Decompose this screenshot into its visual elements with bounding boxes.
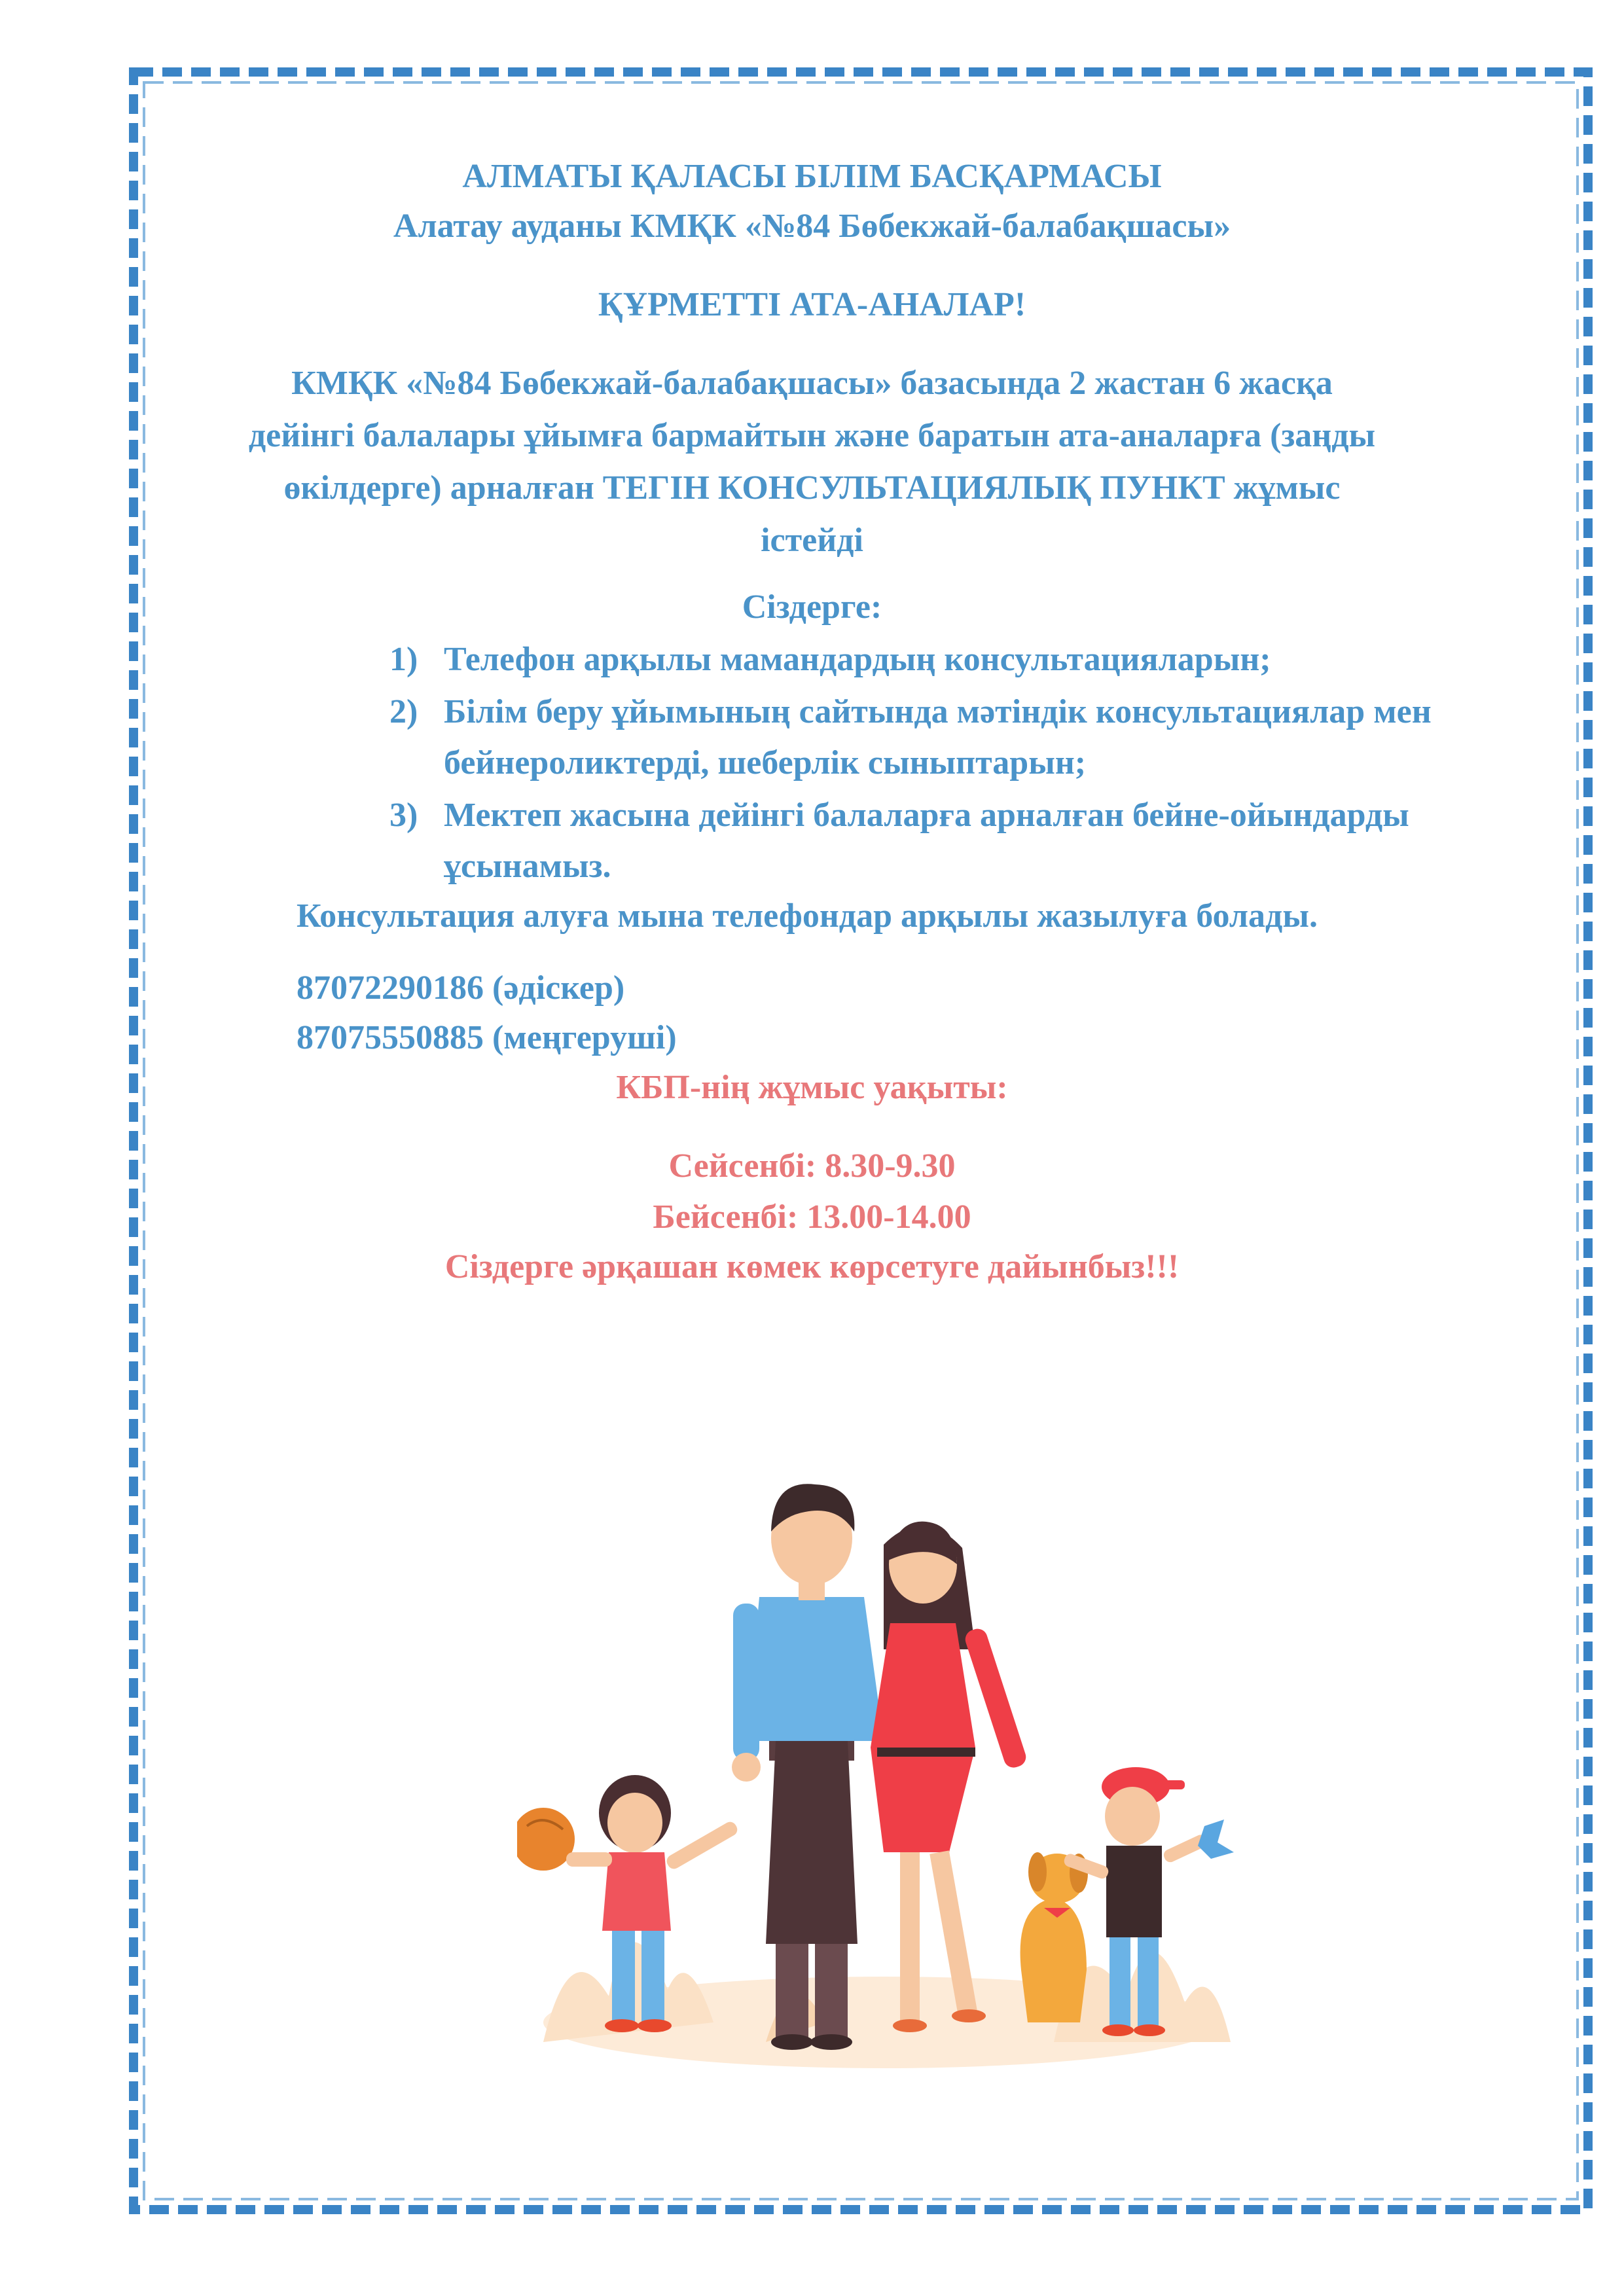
family-illustration xyxy=(517,1433,1244,2081)
hours-title: КБП-нің жұмыс уақыты: xyxy=(616,1069,1008,1106)
offer-item: Телефон арқылы мамандардың консультацияларын; xyxy=(444,641,1271,678)
org-subtitle: Алатау ауданы КМҚК «№84 Бөбекжай-балабақшасы» xyxy=(393,207,1231,245)
phone-methodist: 87072290186 (әдіскер) xyxy=(297,969,625,1007)
father-figure xyxy=(732,1484,884,2050)
offer-item: Білім беру ұйымының сайтында мәтіндік консультациялар мен xyxy=(444,693,1432,730)
hours-tuesday: Сейсенбі: 8.30-9.30 xyxy=(668,1147,956,1185)
org-title: АЛМАТЫ ҚАЛАСЫ БІЛІМ БАСҚАРМАСЫ xyxy=(462,158,1162,195)
offer-item-continued: ұсынамыз. xyxy=(444,848,611,885)
offer-title: Сіздерге: xyxy=(742,588,882,626)
greeting-heading: ҚҰРМЕТТІ АТА-АНАЛАР! xyxy=(598,286,1026,323)
mother-figure xyxy=(871,1522,1028,2032)
phone-manager: 87075550885 (меңгеруші) xyxy=(297,1019,677,1056)
offer-item-continued: бейнероликтерді, шеберлік сыныптарын; xyxy=(444,744,1087,781)
intro-line-2: дейінгі балалары ұйымға бармайтын және баратын ата-аналарға (заңды xyxy=(248,417,1376,454)
offer-number: 2) xyxy=(389,693,418,730)
intro-line-1: КМҚК «№84 Бөбекжай-балабақшасы» базасында 2 жастан 6 жасқа xyxy=(291,365,1333,402)
signup-text: Консультация алуға мына телефондар арқылы жазылуға болады. xyxy=(297,897,1318,935)
offer-number: 3) xyxy=(389,797,418,834)
intro-line-3: өкілдерге) арналған ТЕГІН КОНСУЛЬТАЦИЯЛЫҚ ПУНКТ жұмыс xyxy=(283,469,1341,507)
offer-number: 1) xyxy=(389,641,418,678)
offer-item: Мектеп жасына дейінгі балаларға арналған бейне-ойындарды xyxy=(444,797,1409,834)
dog-figure xyxy=(1020,1852,1088,2022)
closing-message: Сіздерге әрқашан көмек көрсетуге дайынбыз!!! xyxy=(444,1248,1180,1285)
hours-thursday: Бейсенбі: 13.00-14.00 xyxy=(653,1198,971,1236)
intro-line-4: істейді xyxy=(761,522,863,559)
